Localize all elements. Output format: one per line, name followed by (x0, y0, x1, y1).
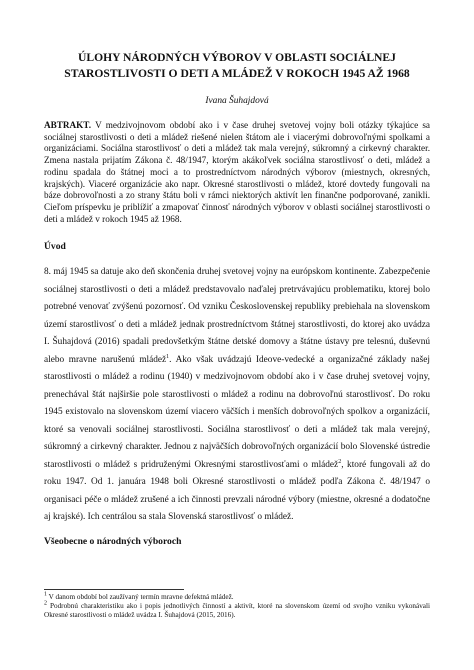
abstract-label: ABTRAKT. (44, 120, 92, 130)
title-line-1: ÚLOHY NÁRODNÝCH VÝBOROV V OBLASTI SOCIÁLNEJ (78, 51, 396, 64)
section-heading-intro: Úvod (44, 241, 66, 253)
footnote-ref-1[interactable]: 1 (166, 353, 170, 360)
paper-title (44, 50, 430, 82)
intro-paragraph (44, 264, 430, 527)
footnote-2-number: 2 (44, 600, 47, 607)
footnote-divider (44, 589, 184, 590)
footnote-1 (44, 593, 430, 602)
footnote-ref-2[interactable]: 2 (338, 458, 342, 465)
author-name: Ivana Šuhajdová (205, 96, 269, 106)
abstract-text: V medzivojnovom období ako i v čase druhej svetovej vojny boli otázky týkajúce sa sociálnej starostlivosti o deti a mládež riešené nielen štátom ale i viacerými dobrovoľnými spolkami a organizáciami. Sociálna starostlivosť o deti a mládež tak mala verejný, súkromný a cirkevný charakter. Zmena nastala prijatím Zákona č. 48/1947, ktorým akákoľvek sociálna starostlivosť o deti, mládež a rodinu spadala do štátnej moci a to prostredníctvom národných výborov (miestnych, okresných, krajských). Viaceré organizácie ako napr. Okresné starostlivosti o mládež, ktoré dovtedy fungovali na báze dobrovoľnosti a zo strany štátu boli v rámci niektorých aktivít len finančne podporované, zanikli. Cieľom príspevku je priblížiť a zmapovať činnosť národných výborov v oblasti sociálnej starostlivosti o deti a mládež v rokoch 1945 až 1968. (44, 120, 430, 224)
footnote-2 (44, 602, 430, 620)
footnote-1-text: V danom období bol zaužívaný termín mravne defektná mládež. (47, 593, 234, 601)
intro-text-1: 8. máj 1945 sa datuje ako deň skončenia druhej svetovej vojny na európskom kontinente. Zabezpečenie sociálnej starostlivosti o deti a mládež predstavovalo naďalej pretrvávajúcu problematiku, ktorej bolo potrebné venovať zvýšenú pozornosť. Od vzniku Československej republiky prebiehala na slovenskom území starostlivosť o deti a mládež jednak prostredníctvom štátnej starostlivosti, do ktorej ako uvádza I. Šuhajdová (2016) spadali predovšetkým štátne detské domovy a štátne ústavy pre telesnú, duševnú alebo mravne narušenú mládež (44, 267, 430, 365)
abstract (44, 120, 430, 225)
footnote-1-number: 1 (44, 591, 47, 598)
section-heading-national-committees: Všeobecne o národných výboroch (44, 536, 182, 548)
intro-text-2: . Ako však uvádzajú Ideove-vedecké a organizačné základy našej starostlivosti o mládež a rodinu (1940) v medzivojnovom období ako i v čase druhej svetovej vojny, prenechával štát najširšie pole starostlivosti o mládež a rodinu na dobrovoľnú starostlivosť. Do roku 1945 existovalo na slovenskom území viacero väčších i menších dobrovoľných spolkov a organizácií, ktoré sa venovali sociálnej starostlivosti. Sociálna starostlivosť o deti a mládež tak mala verejný, súkromný a cirkevný charakter. Jednou z najväčších dobrovoľných organizácií bolo Slovenské ústredie starostlivosti o mládež s pridruženými Okresnými starostlivosťami o mládež (44, 354, 430, 470)
intro-text-3: , ktoré fungovali až do roku 1947. Od 1. januára 1948 boli Okresné starostlivosti o mládež podľa Zákona č. 48/1947 o organisaci péče o mládež zrušené a ich činnosti prevzali národné výbory (miestne, okresné a dodatočne aj krajské). Ich centrálou sa stala Slovenská starostlivosť o mládež. (44, 459, 430, 523)
title-line-2: STAROSTLIVOSTI O DETI A MLÁDEŽ V ROKOCH 1945 AŽ 1968 (64, 67, 410, 80)
footnote-2-text: Podrobnú charakteristiku ako i popis jednotlivých činností a aktivít, ktoré na slovenskom území od svojho vzniku vykonávali Okresné starostlivosti o mládež uvádza I. Šuhajdová (2015, 2016). (44, 602, 430, 620)
footnotes (44, 593, 430, 621)
